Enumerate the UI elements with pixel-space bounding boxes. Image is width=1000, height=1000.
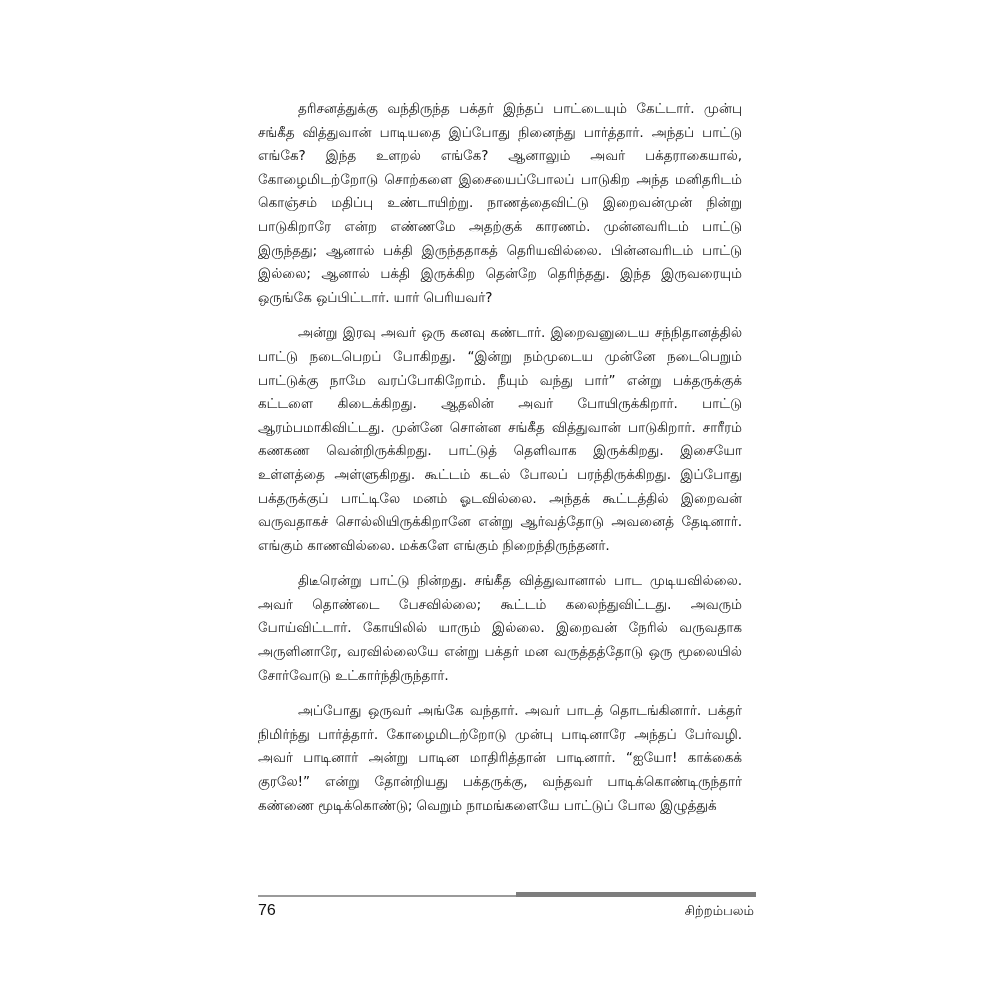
paragraph-4: அப்போது ஒருவர் அங்கே வந்தார். அவர் பாடத் தொடங்கினார். பக்தர் நிமிர்ந்து பார்த்தார். கோழைமிடற்றோடு முன்பு பாடினாரே அந்தப் பேர்வழி. அவர் பாடினார் அன்று பாடின மாதிரித்தான் பாடினார். “ஐயோ! காக்கைக் குரலே!” என்று தோன்றியது பக்தருக்கு, வந்தவர் பாடிக்கொண்டிருந்தார் கண்ணை மூடிக்கொண்டு; வெறும் நாமங்களையே பாட்டுப் போல இழுத்துக் (258, 703, 742, 814)
running-title: சிற்றம்பலம் (684, 904, 754, 919)
paragraph-1: தரிசனத்துக்கு வந்திருந்த பக்தர் இந்தப் பாட்டையும் கேட்டார். முன்பு சங்கீத வித்துவான் பாடியதை இப்போது நினைந்து பார்த்தார். அந்தப் பாட்டு எங்கே? இந்த உளறல் எங்கே? ஆனாலும் அவர் பக்தராகையால், கோழைமிடற்றோடு சொற்களை இசையைப்போலப் பாடுகிற அந்த மனிதரிடம் கொஞ்சம் மதிப்பு உண்டாயிற்று. நாணத்தைவிட்டு இறைவன்முன் நின்று பாடுகிறாரே என்ற எண்ணமே அதற்குக் காரணம். முன்னவரிடம் பாட்டு இருந்தது; ஆனால் பக்தி இருந்ததாகத் தெரியவில்லை. பின்னவரிடம் பாட்டு இல்லை; ஆனால் பக்தி இருக்கிற தென்றே தெரிந்தது. இந்த இருவரையும் ஒருங்கே ஒப்பிட்டார். யார் பெரியவர்? (258, 101, 742, 306)
page-body (258, 98, 742, 818)
paragraph-3: திடீரென்று பாட்டு நின்றது. சங்கீத வித்துவானால் பாட முடியவில்லை. அவர் தொண்டை பேசவில்லை; கூட்டம் கலைந்துவிட்டது. அவரும் போய்விட்டார். கோயிலில் யாரும் இல்லை. இறைவன் நேரில் வருவதாக அருளினாரே, வரவில்லையே என்று பக்தர் மன வருத்தத்தோடு ஒரு மூலையில் சோர்வோடு உட்கார்ந்திருந்தார். (258, 573, 742, 684)
footer-rule-thick (516, 892, 756, 897)
paragraph-2: அன்று இரவு அவர் ஒரு கனவு கண்டார். இறைவனுடைய சந்நிதானத்தில் பாட்டு நடைபெறப் போகிறது. “இன்று நம்முடைய முன்னே நடைபெறும் பாட்டுக்கு நாமே வரப்போகிறோம். நீயும் வந்து பார்” என்று பக்தருக்குக் கட்டளை கிடைக்கிறது. ஆதலின் அவர் போயிருக்கிறார். பாட்டு ஆரம்பமாகிவிட்டது. முன்னே சொன்ன சங்கீத வித்துவான் பாடுகிறார். சாரீரம் கணகண வென்றிருக்கிறது. பாட்டுத் தெளிவாக இருக்கிறது. இசையோ உள்ளத்தை அள்ளுகிறது. கூட்டம் கடல் போலப் பரந்திருக்கிறது. இப்போது பக்தருக்குப் பாட்டிலே மனம் ஓடவில்லை. அந்தக் கூட்டத்தில் இறைவன் வருவதாகச் சொல்லியிருக்கிறானே என்று ஆர்வத்தோடு அவனைத் தேடினார். எங்கும் காணவில்லை. மக்களே எங்கும் நிறைந்திருந்தனர். (258, 325, 742, 554)
footer-rule (258, 892, 756, 898)
page-number: 76 (258, 902, 276, 919)
